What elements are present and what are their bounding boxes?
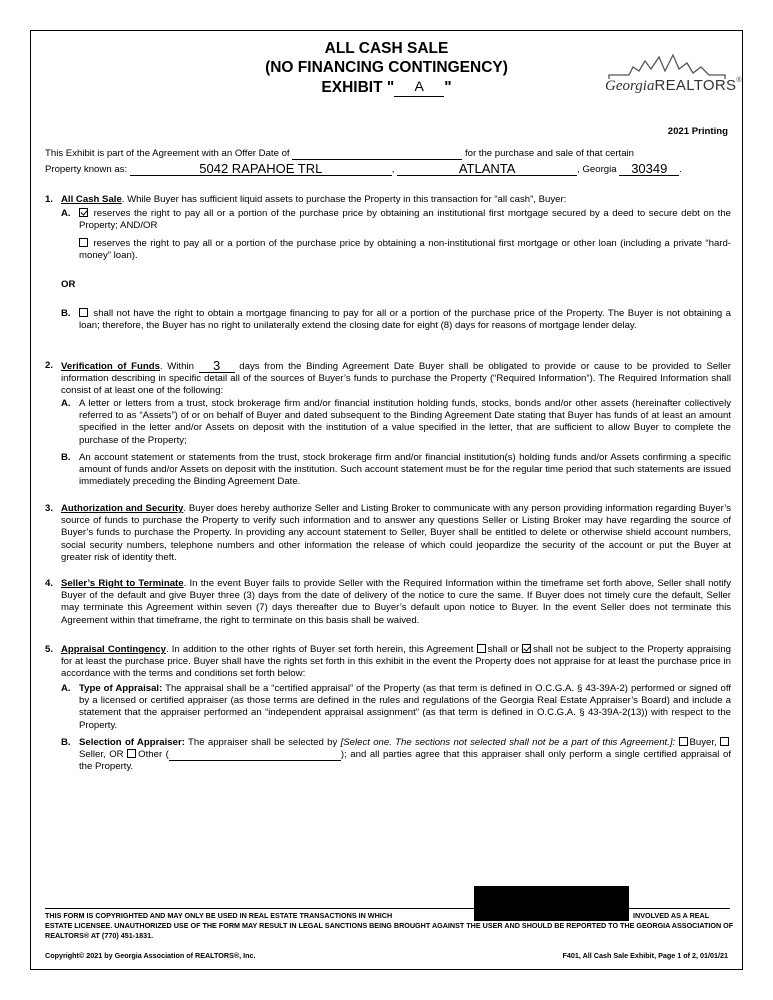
section-1-intro: All Cash Sale. While Buyer has sufficient liquid assets to purchase the Property in this transaction for “all cash”, Buyer: xyxy=(61,194,567,205)
days-field[interactable]: 3 xyxy=(199,360,235,373)
appraiser-buyer-checkbox[interactable] xyxy=(679,737,688,746)
logo-bold-text: REALTORS xyxy=(654,77,737,94)
institutional-mortgage-checkbox[interactable] xyxy=(79,208,88,217)
shall-checkbox[interactable] xyxy=(477,644,486,653)
section-2a: A letter or letters from a trust, stock brokerage firm and/or financial institution holding funds, stocks, bonds and/or other assets (hereinafter collectively referred to as “Assets”) of or on behalf of Buyer and dated subsequent to the Binding Agreement Date stating that Buyer has funds of at least an amount specified in the letter and/or Assets on deposit with the institution of a value specified in the letter, that are sufficient to allow Buyer to complete the purchase of the Property; xyxy=(79,398,731,446)
or-label: OR xyxy=(61,279,76,290)
section-3: Authorization and Security. Buyer does hereby authorize Seller and Listing Broker to communicate with any person providing information regarding Buyer’s source of funds to purchase the Property to verify such information and to answer any questions Seller or Listing Broker may have regarding the source of Buyer’s funds to purchase the Property. In providing any account statement to Seller, Buyer shall be entitled to delete or otherwise shield account numbers, social security numbers, telephone numbers and other information the release of which could jeopardize the security of the account or put the Buyer at greater risk of identity theft. xyxy=(61,503,731,563)
logo-script-text: Georgia xyxy=(605,78,655,94)
shall-not-checkbox[interactable] xyxy=(522,644,531,653)
appraiser-other-checkbox[interactable] xyxy=(127,749,136,758)
footer-notice-line-1a: THIS FORM IS COPYRIGHTED AND MAY ONLY BE USED IN REAL ESTATE TRANSACTIONS IN WHICH xyxy=(45,911,393,920)
section-1a-option-1: reserves the right to pay all or a portion of the purchase price by obtaining an institutional first mortgage secured by a deed to secure debt on the Property; AND/OR xyxy=(79,208,732,232)
section-5-intro: Appraisal Contingency. In addition to the other rights of Buyer set forth herein, this Agreement shall or shall not be subject to the Property appraising for at least the purchase price. Buyer shall have the rights set forth in this exhibit in the event the Property does not appraise for at least the purchase price in accordance with the terms and conditions set forth below: xyxy=(61,644,731,680)
street-address-field[interactable]: 5042 RAPAHOE TRL xyxy=(130,162,392,176)
non-institutional-loan-checkbox[interactable] xyxy=(79,238,88,247)
intro-line-2: Property known as: 5042 RAPAHOE TRL , ATLANTA , Georgia 30349 . xyxy=(45,161,682,176)
section-5-heading: Appraisal Contingency xyxy=(61,644,166,655)
appraiser-seller-checkbox[interactable] xyxy=(720,737,729,746)
section-1a-option-2: reserves the right to pay all or a portion of the purchase price by obtaining a non-institutional first mortgage or other loan (including a private “hard-money” loan). xyxy=(79,238,732,262)
title-line-1: ALL CASH SALE xyxy=(324,40,449,57)
section-2-intro: Verification of Funds. Within 3 days from the Binding Agreement Date Buyer shall be obligated to provide or cause to be provided to Seller information describing in specific detail all of the sources of Buyer’s funds to purchase the Property (“Required Information”). The Required Information shall consist of at least one of the following: xyxy=(61,358,731,397)
footer-notice-line-1b: INVOLVED AS A REAL xyxy=(633,911,710,920)
footer-divider xyxy=(45,908,730,909)
section-1b: shall not have the right to obtain a mortgage financing to pay for all or a portion of the purchase price of the Property. The Buyer is not obtaining a loan; therefore, the Buyer has no right to unilaterally extend the closing date for eight (8) days for reasons of mortgage lender delay. xyxy=(79,308,731,332)
zip-field[interactable]: 30349 xyxy=(619,162,679,176)
title-line-3: EXHIBIT " A " xyxy=(321,78,452,96)
section-5a: Type of Appraisal: The appraisal shall be a “certified appraisal” of the Property (as that term is defined in O.C.G.A. § 43-39A-2) performed or signed off by a licensed or certified appraiser (as those terms are defined in the rules and regulations of the Georgia Real Estate Appraiser’s Board) and include a statement that the appraiser performed an “independent appraisal assignment” (as that term is defined in O.C.G.A. § 43-39A-2(13)) with respect to the Property. xyxy=(79,683,731,731)
section-5b: Selection of Appraiser: The appraiser shall be selected by [Select one. The sections not selected shall not be a part of this Agreement.]: Buyer, Seller, OR Other ( ); and all parties agree that this appraiser shall only perform a single certified appraisal of the Property. xyxy=(79,737,731,773)
redaction-block xyxy=(474,886,629,921)
section-1-number: 1. xyxy=(45,194,54,205)
appraiser-other-field[interactable] xyxy=(169,750,341,761)
intro-line-1: This Exhibit is part of the Agreement with an Offer Date of for the purchase and sale of that certain xyxy=(45,148,634,159)
offer-date-field[interactable] xyxy=(292,148,462,160)
section-1-heading: All Cash Sale xyxy=(61,194,122,205)
title-line-2: (NO FINANCING CONTINGENCY) xyxy=(265,59,508,76)
section-4-heading: Seller’s Right to Terminate xyxy=(61,578,184,589)
form-id-text: F401, All Cash Sale Exhibit, Page 1 of 2, 01/01/21 xyxy=(562,951,728,960)
no-mortgage-checkbox[interactable] xyxy=(79,308,88,317)
exhibit-letter-field[interactable]: A xyxy=(394,77,444,97)
section-4: Seller’s Right to Terminate. In the event Buyer fails to provide Seller with the Required Information within the timeframe set forth above, Seller shall notify Buyer of the default and give Buyer three (3) days from the date of delivery of the notice to cure the same. If Buyer does not timely cure the default, Seller may terminate this Agreement within seven (7) days thereafter due to Buyer’s default upon notice to Buyer. In the event Seller does not terminate this Agreement within that timeframe, the right to terminate on this basis shall be waived. xyxy=(61,578,731,626)
section-2b: An account statement or statements from the trust, stock brokerage firm and/or financial institution(s) holding funds and/or Assets confirming a specific amount of funds and/or Assets on deposit with the institution. Such account statement must be for the regular time period that such statements are issued immediately preceding the Binding Agreement Date. xyxy=(79,452,731,488)
copyright-text: Copyright© 2021 by Georgia Association of REALTORS®, Inc. xyxy=(45,951,256,960)
section-3-heading: Authorization and Security xyxy=(61,503,184,514)
document-page: ALL CASH SALE (NO FINANCING CONTINGENCY) EXHIBIT " A " GeorgiaREALTORS® 2021 Printing This Exhibit is part of the Agreement with an Offer Date of for the purchase and sale of that certain Property known as: 5042 RAPAHOE TRL , ATLANTA , Georgia 30349 . 1. All Cash Sale. While Buyer has sufficient liquid assets to purchase the Property in this transaction for “all cash”, Buyer: A. reserves the right to pay all or a portion of the purchase price by obtaining an institutional first mortgage secured by a deed to secure debt on the Property; AND/OR reserves the right to pay all or a portion of the purchase price by obtaining a non-institutional first mortgage or other loan (including a private “hard-money” loan). OR B. shall not have the right to obtain a mortgage financing to pay for all or a portion of the purchase price of the Property. The Buyer is not obtaining a loan; therefore, the Buyer has no right to unilaterally extend the closing date for eight (8) days for reasons of mortgage lender delay. 2. Verification of Funds. Within 3 days from the Binding Agreement Date Buyer shall be obligated to provide or cause to be provided to Seller information describing in specific detail all of the sources of Buyer’s funds to purchase the Property (“Required Information”). The Required Information shall consist of at least one of the following: A. A letter or letters from a trust, stock brokerage firm and/or financial institution holding funds, stocks, bonds and/or other assets (hereinafter collectively referred to as “Assets”) of or on behalf of Buyer and dated subsequent to the Binding Agreement Date stating that Buyer has funds of at least an amount specified in the letter and/or Assets on deposit with the institution of a value specified in the letter, that are sufficient to allow Buyer to complete the purchase of the Property; B. An account statement or statements from the trust, stock brokerage firm and/or financial institution(s) holding funds and/or Assets confirming a specific amount of funds and/or Assets on deposit with the institution. Such account statement must be for the regular time period that such statements are issued immediately preceding the Binding Agreement Date. 3. Authorization and Security. Buyer does hereby authorize Seller and Listing Broker to communicate with any person providing information regarding Buyer’s source of funds to purchase the Property to verify such information and to answer any questions Seller or Listing Broker may have regarding the source of Buyer’s funds to purchase the Property. In providing any account statement to Seller, Buyer shall be entitled to delete or otherwise shield account numbers, social security numbers, telephone numbers and other information the release of which could jeopardize the security of the account or put the Buyer at greater risk of identity theft. 4. Seller’s Right to Terminate. In the event Buyer fails to provide Seller with the Required Information within the timeframe set forth above, Seller shall notify Buyer of the default and give Buyer three (3) days from the date of delivery of the notice to cure the same. If Buyer does not timely cure the default, Seller may terminate this Agreement within seven (7) days thereafter due to Buyer’s default upon notice to Buyer. In the event Seller does not terminate this Agreement within that timeframe, the right to terminate on this basis shall be waived. 5. Appraisal Contingency. In addition to the other rights of Buyer set forth herein, this Agreement shall or shall not be subject to the Property appraising for at least the purchase price. Buyer shall have the rights set forth in this exhibit in the event the Property does not appraise for at least the purchase price in accordance with the terms and conditions set forth below: A. Type of Appraisal: The appraisal shall be a “certified appraisal” of the Property (as that term is defined in O.C.G.A. § 43-39A-2) performed or signed off by a licensed or certified appraiser (as those terms are defined in the rules and regulations of the Georgia Real Estate Appraiser’s Board) and include a statement that the appraiser performed an “independent appraisal assignment” (as that term is defined in O.C.G.A. § 43-39A-2(13)) with respect to the Property. B. Selection of Appraiser: The appraiser shall be selected by [Select one. The sections not selected shall not be a part of this Agreement.]: Buyer, Seller, OR Other ( ); and all parties agree that this appraiser shall only perform a single certified appraisal of the Property. THIS FORM IS COPYRIGHTED AND MAY ONLY BE USED IN REAL ESTATE TRANSACTIONS IN WHICH INVOLVED AS A REAL ESTATE LICENSEE. UNAUTHORIZED USE OF THE FORM MAY RESULT IN LEGAL SANCTIONS BEING BROUGHT AGAINST THE USER AND SHOULD BE REPORTED TO THE GEORGIA ASSOCIATION OF REALTORS® AT (770) 451-1831. Copyright© 2021 by Georgia Association of REALTORS®, Inc. F401, All Cash Sale Exhibit, Page 1 of 2, 01/01/21 xyxy=(30,30,743,970)
printing-year: 2021 Printing xyxy=(667,126,728,137)
city-field[interactable]: ATLANTA xyxy=(397,162,577,176)
georgia-realtors-logo: GeorgiaREALTORS® xyxy=(599,47,729,107)
section-2-heading: Verification of Funds xyxy=(61,360,160,372)
skyline-icon xyxy=(599,47,729,81)
footer-notice-line-2: ESTATE LICENSEE. UNAUTHORIZED USE OF THE FORM MAY RESULT IN LEGAL SANCTIONS BEING BROUGHT AGAINST THE USER AND SHOULD BE REPORTED TO THE GEORGIA ASSOCIATION OF REALTORS® AT (770) 451-1831. xyxy=(45,921,734,940)
